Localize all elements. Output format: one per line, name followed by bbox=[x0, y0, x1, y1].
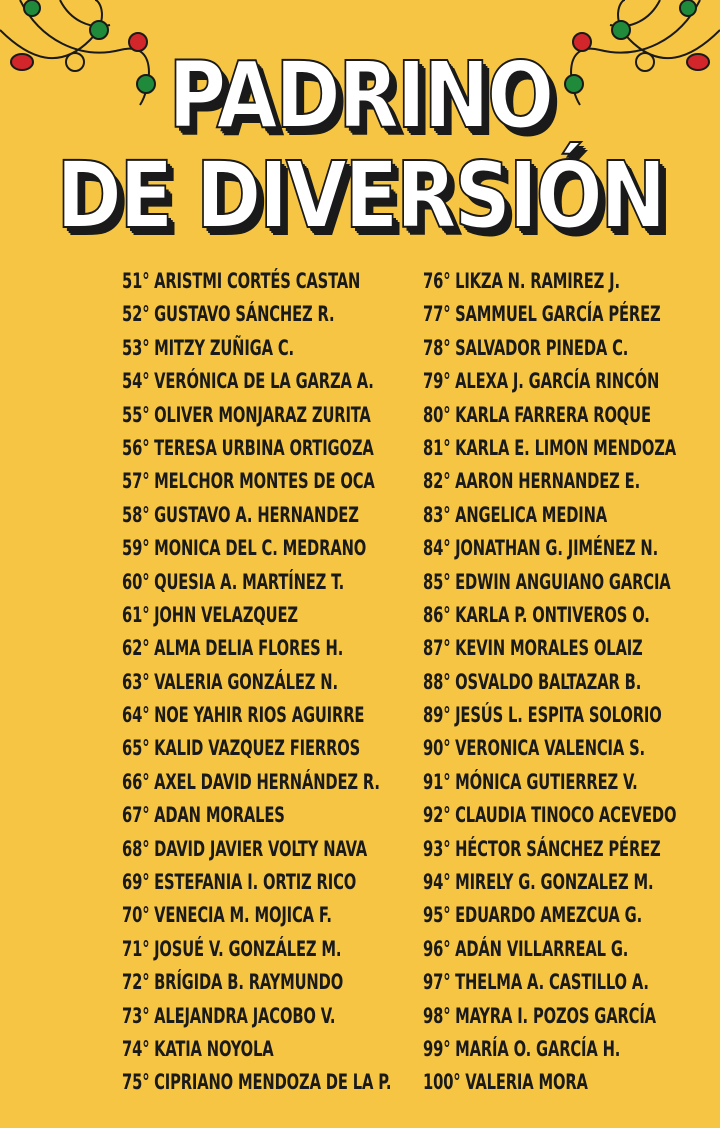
item-number: 62° bbox=[122, 636, 150, 661]
item-number: 71° bbox=[122, 936, 150, 961]
list-item bbox=[122, 967, 391, 1000]
item-name: KEVIN MORALES OLAIZ bbox=[455, 636, 643, 661]
item-number: 59° bbox=[122, 536, 150, 561]
list-item bbox=[423, 366, 676, 399]
list-item bbox=[423, 299, 676, 332]
item-name: QUESIA A. MARTÍNEZ T. bbox=[154, 569, 345, 594]
item-name: BRÍGIDA B. RAYMUNDO bbox=[154, 970, 344, 995]
item-name: ALEXA J. GARCÍA RINCÓN bbox=[455, 369, 660, 394]
godparent-list-right bbox=[423, 266, 720, 1101]
item-name: JOHN VELAZQUEZ bbox=[154, 602, 298, 627]
item-number: 69° bbox=[122, 870, 150, 895]
list-item bbox=[122, 867, 391, 900]
item-number: 53° bbox=[122, 335, 150, 360]
list-item bbox=[122, 333, 391, 366]
list-item bbox=[122, 1067, 391, 1100]
item-name: ARISTMI CORTÉS CASTAN bbox=[154, 269, 361, 293]
item-number: 55° bbox=[122, 402, 150, 427]
list-item bbox=[423, 500, 676, 533]
list-item bbox=[122, 800, 391, 833]
list-item bbox=[423, 900, 676, 933]
item-number: 51° bbox=[122, 269, 150, 293]
item-name: JOSUÉ V. GONZÁLEZ M. bbox=[154, 936, 342, 961]
item-name: SALVADOR PINEDA C. bbox=[455, 335, 629, 360]
item-name: GUSTAVO A. HERNANDEZ bbox=[154, 502, 359, 527]
item-number: 97° bbox=[423, 970, 451, 995]
item-number: 74° bbox=[122, 1036, 150, 1061]
item-number: 99° bbox=[423, 1036, 451, 1061]
list-item bbox=[423, 800, 676, 833]
list-item bbox=[423, 633, 676, 666]
item-name: MELCHOR MONTES DE OCA bbox=[154, 469, 375, 494]
item-number: 85° bbox=[423, 569, 451, 594]
list-item bbox=[423, 834, 676, 867]
item-number: 54° bbox=[122, 369, 150, 394]
list-item bbox=[122, 733, 391, 766]
list-item bbox=[423, 567, 676, 600]
item-number: 58° bbox=[122, 502, 150, 527]
item-number: 76° bbox=[423, 269, 451, 293]
item-number: 75° bbox=[122, 1070, 150, 1095]
item-number: 87° bbox=[423, 636, 451, 661]
item-name: CIPRIANO MENDOZA DE LA P. bbox=[154, 1070, 392, 1095]
item-number: 70° bbox=[122, 903, 150, 928]
item-number: 78° bbox=[423, 335, 451, 360]
item-number: 93° bbox=[423, 836, 451, 861]
item-number: 65° bbox=[122, 736, 150, 761]
item-number: 84° bbox=[423, 536, 451, 561]
godparent-list-left bbox=[122, 266, 467, 1101]
list-item bbox=[423, 333, 676, 366]
item-number: 60° bbox=[122, 569, 150, 594]
item-name: VALERIA MORA bbox=[465, 1070, 588, 1095]
item-name: MÓNICA GUTIERREZ V. bbox=[455, 769, 638, 794]
list-item bbox=[122, 934, 391, 967]
item-name: ALEJANDRA JACOBO V. bbox=[154, 1003, 336, 1028]
list-item bbox=[122, 299, 391, 332]
list-item bbox=[122, 500, 391, 533]
item-name: OLIVER MONJARAZ ZURITA bbox=[154, 402, 371, 427]
item-number: 79° bbox=[423, 369, 451, 394]
item-name: MAYRA I. POZOS GARCÍA bbox=[455, 1003, 656, 1028]
list-item bbox=[423, 667, 676, 700]
item-number: 89° bbox=[423, 703, 451, 728]
list-item bbox=[423, 934, 676, 967]
list-item bbox=[423, 767, 676, 800]
list-item bbox=[122, 834, 391, 867]
item-name: THELMA A. CASTILLO A. bbox=[455, 970, 649, 995]
item-name: MARÍA O. GARCÍA H. bbox=[455, 1036, 621, 1061]
list-item bbox=[423, 1001, 676, 1034]
item-number: 82° bbox=[423, 469, 451, 494]
item-number: 100° bbox=[423, 1070, 461, 1095]
item-name: AARON HERNANDEZ E. bbox=[455, 469, 641, 494]
item-number: 96° bbox=[423, 936, 451, 961]
item-number: 90° bbox=[423, 736, 451, 761]
item-name: VERONICA VALENCIA S. bbox=[455, 736, 646, 761]
item-number: 98° bbox=[423, 1003, 451, 1028]
item-name: KALID VAZQUEZ FIERROS bbox=[154, 736, 361, 761]
item-name: VERÓNICA DE LA GARZA A. bbox=[154, 369, 374, 394]
list-item bbox=[423, 967, 676, 1000]
list-item bbox=[423, 867, 676, 900]
item-name: SAMMUEL GARCÍA PÉREZ bbox=[455, 302, 661, 327]
item-name: MIRELY G. GONZALEZ M. bbox=[455, 870, 654, 895]
item-number: 91° bbox=[423, 769, 451, 794]
item-name: ADAN MORALES bbox=[154, 803, 285, 828]
item-number: 72° bbox=[122, 970, 150, 995]
item-name: ANGELICA MEDINA bbox=[455, 502, 608, 527]
title-line-2: DE DIVERSIÓN bbox=[56, 142, 664, 249]
list-item bbox=[423, 400, 676, 433]
item-number: 52° bbox=[122, 302, 150, 327]
item-name: KARLA P. ONTIVEROS O. bbox=[455, 602, 650, 627]
list-item bbox=[122, 1034, 391, 1067]
item-name: EDWIN ANGUIANO GARCIA bbox=[455, 569, 671, 594]
list-item bbox=[122, 466, 391, 499]
list-item bbox=[423, 266, 676, 299]
item-name: MITZY ZUÑIGA C. bbox=[154, 335, 294, 360]
item-name: JESÚS L. ESPITA SOLORIO bbox=[455, 703, 662, 728]
item-number: 67° bbox=[122, 803, 150, 828]
list-item bbox=[423, 700, 676, 733]
item-number: 57° bbox=[122, 469, 150, 494]
list-item bbox=[122, 700, 391, 733]
list-item bbox=[122, 767, 391, 800]
item-name: AXEL DAVID HERNÁNDEZ R. bbox=[154, 769, 380, 794]
item-name: JONATHAN G. JIMÉNEZ N. bbox=[455, 536, 659, 561]
item-number: 81° bbox=[423, 435, 451, 460]
item-number: 80° bbox=[423, 402, 451, 427]
item-name: VALERIA GONZÁLEZ N. bbox=[154, 669, 338, 694]
item-name: KARLA E. LIMON MENDOZA bbox=[455, 435, 677, 460]
item-number: 77° bbox=[423, 302, 451, 327]
item-name: KARLA FARRERA ROQUE bbox=[455, 402, 651, 427]
list-item bbox=[423, 1067, 676, 1100]
title-line-1: PADRINO bbox=[168, 42, 552, 149]
list-item bbox=[122, 366, 391, 399]
list-item bbox=[122, 633, 391, 666]
item-name: ADÁN VILLARREAL G. bbox=[455, 936, 629, 961]
item-number: 66° bbox=[122, 769, 150, 794]
item-name: TERESA URBINA ORTIGOZA bbox=[154, 435, 374, 460]
item-name: ESTEFANIA I. ORTIZ RICO bbox=[154, 870, 357, 895]
list-item bbox=[423, 1034, 676, 1067]
item-number: 73° bbox=[122, 1003, 150, 1028]
item-name: VENECIA M. MOJICA F. bbox=[154, 903, 332, 928]
list-item bbox=[122, 400, 391, 433]
item-number: 88° bbox=[423, 669, 451, 694]
list-item bbox=[122, 533, 391, 566]
item-number: 56° bbox=[122, 435, 150, 460]
item-number: 92° bbox=[423, 803, 451, 828]
item-number: 86° bbox=[423, 602, 451, 627]
list-item bbox=[423, 600, 676, 633]
item-number: 68° bbox=[122, 836, 150, 861]
item-number: 64° bbox=[122, 703, 150, 728]
item-name: GUSTAVO SÁNCHEZ R. bbox=[154, 302, 335, 327]
item-number: 94° bbox=[423, 870, 451, 895]
list-item bbox=[423, 533, 676, 566]
item-name: KATIA NOYOLA bbox=[154, 1036, 274, 1061]
item-number: 95° bbox=[423, 903, 451, 928]
list-item bbox=[122, 667, 391, 700]
item-number: 63° bbox=[122, 669, 150, 694]
list-item bbox=[423, 466, 676, 499]
item-name: HÉCTOR SÁNCHEZ PÉREZ bbox=[455, 836, 661, 861]
list-item bbox=[122, 266, 391, 299]
item-name: MONICA DEL C. MEDRANO bbox=[154, 536, 367, 561]
list-item bbox=[122, 1001, 391, 1034]
list-item bbox=[122, 433, 391, 466]
list-item bbox=[122, 600, 391, 633]
list-item bbox=[423, 733, 676, 766]
item-number: 83° bbox=[423, 502, 451, 527]
item-name: NOE YAHIR RIOS AGUIRRE bbox=[154, 703, 365, 728]
item-name: LIKZA N. RAMIREZ J. bbox=[455, 269, 620, 293]
list-item bbox=[122, 900, 391, 933]
item-name: DAVID JAVIER VOLTY NAVA bbox=[154, 836, 367, 861]
item-number: 61° bbox=[122, 602, 150, 627]
item-name: ALMA DELIA FLORES H. bbox=[154, 636, 344, 661]
item-name: CLAUDIA TINOCO ACEVEDO bbox=[455, 803, 677, 828]
item-name: OSVALDO BALTAZAR B. bbox=[455, 669, 642, 694]
list-item bbox=[423, 433, 676, 466]
item-name: EDUARDO AMEZCUA G. bbox=[455, 903, 643, 928]
list-item bbox=[122, 567, 391, 600]
